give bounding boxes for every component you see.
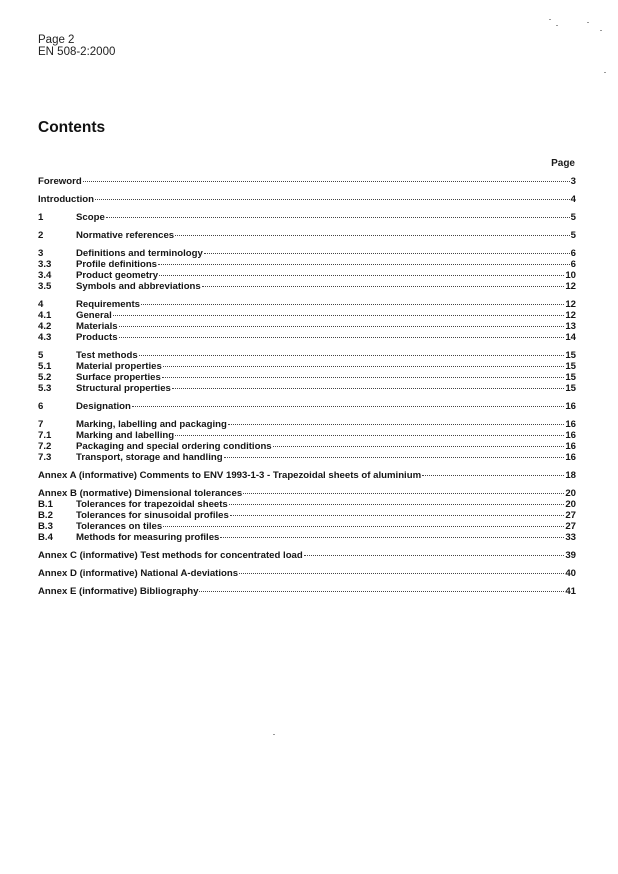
scan-speck: [556, 25, 558, 26]
toc-entry: [38, 321, 576, 332]
toc-entry-number: 4.3: [38, 332, 52, 343]
toc-entry-page: 15: [565, 383, 576, 394]
toc-dot-leader: [175, 434, 564, 436]
toc-entry-title: Packaging and special ordering conditions: [76, 441, 272, 452]
toc-dot-leader: [175, 234, 570, 236]
toc-entry-title: Requirements: [76, 299, 140, 310]
toc-entry-title: Annex E (informative) Bibliography: [38, 586, 199, 597]
toc-entry: [38, 510, 576, 521]
scan-speck: [587, 22, 589, 23]
toc-entry: [38, 401, 576, 412]
toc-dot-leader: [304, 554, 565, 556]
toc-entry: [38, 532, 576, 543]
toc-entry-number: 5.2: [38, 372, 52, 383]
toc-entry-title: Tolerances on tiles: [76, 521, 163, 532]
toc-entry: [38, 452, 576, 463]
toc-entry-title: Introduction: [38, 194, 94, 205]
toc-entry: [38, 470, 576, 481]
toc-dot-leader: [199, 590, 564, 592]
toc-entry-page: 27: [565, 510, 576, 521]
toc-entry-page: 4: [570, 194, 576, 205]
toc-entry: [38, 270, 576, 281]
toc-entry-page: 12: [565, 281, 576, 292]
toc-entry-number: 1: [38, 212, 44, 223]
toc-dot-leader: [228, 423, 564, 425]
toc-entry-number: 5.3: [38, 383, 52, 394]
toc-dot-leader: [220, 536, 564, 538]
toc-entry: [38, 568, 576, 579]
scan-speck: [549, 19, 551, 20]
toc-entry-number: 7.2: [38, 441, 52, 452]
toc-dot-leader: [162, 376, 565, 378]
toc-entry-title: Marking and labelling: [76, 430, 175, 441]
toc-entry-title: Marking, labelling and packaging: [76, 419, 227, 430]
toc-entry-page: 39: [565, 550, 576, 561]
page-number: Page 2: [38, 34, 75, 46]
toc-entry: [38, 176, 576, 187]
toc-entry-title: General: [76, 310, 112, 321]
toc-entry-title: Tolerances for trapezoidal sheets: [76, 499, 228, 510]
toc-entry-page: 15: [565, 350, 576, 361]
toc-entry: [38, 372, 576, 383]
toc-entry-title: Tolerances for sinusoidal profiles: [76, 510, 229, 521]
toc-entry-page: 14: [565, 332, 576, 343]
toc-entry-title: Designation: [76, 401, 131, 412]
toc-dot-leader: [83, 180, 570, 182]
toc-entry: [38, 383, 576, 394]
toc-entry: [38, 430, 576, 441]
toc-entry: [38, 230, 576, 241]
page-column-label: Page: [551, 158, 575, 169]
toc-entry-number: 3.3: [38, 259, 52, 270]
toc-entry-number: 7.3: [38, 452, 52, 463]
toc-entry-title: Definitions and terminology: [76, 248, 203, 259]
toc-dot-leader: [132, 405, 564, 407]
toc-entry-title: Symbols and abbreviations: [76, 281, 201, 292]
toc-entry-page: 15: [565, 372, 576, 383]
toc-entry-page: 6: [570, 259, 576, 270]
toc-entry-page: 16: [565, 430, 576, 441]
toc-dot-leader: [243, 492, 564, 494]
toc-entry-title: Structural properties: [76, 383, 171, 394]
toc-dot-leader: [159, 274, 564, 276]
toc-entry-page: 15: [565, 361, 576, 372]
standard-id: EN 508-2:2000: [38, 46, 116, 58]
toc-dot-leader: [204, 252, 570, 254]
toc-entry-title: Product geometry: [76, 270, 159, 281]
toc-entry: [38, 350, 576, 361]
toc-entry-number: 5: [38, 350, 44, 361]
toc-dot-leader: [119, 325, 565, 327]
toc-entry-number: 4.2: [38, 321, 52, 332]
toc-entry-page: 12: [565, 310, 576, 321]
toc-entry-number: 7: [38, 419, 44, 430]
toc-entry-page: 40: [565, 568, 576, 579]
scan-speck: [600, 30, 602, 31]
toc-entry-page: 16: [565, 441, 576, 452]
toc-entry-page: 5: [570, 212, 576, 223]
toc-entry: [38, 441, 576, 452]
toc-entry-title: Material properties: [76, 361, 162, 372]
toc-dot-leader: [163, 365, 564, 367]
toc-dot-leader: [106, 216, 570, 218]
toc-entry-title: Foreword: [38, 176, 82, 187]
toc-entry: [38, 419, 576, 430]
toc-entry-number: B.4: [38, 532, 53, 543]
toc-entry: [38, 550, 576, 561]
toc-entry: [38, 332, 576, 343]
toc-entry-page: 20: [565, 488, 576, 499]
toc-entry-page: 27: [565, 521, 576, 532]
toc-dot-leader: [273, 445, 565, 447]
toc-entry-number: 7.1: [38, 430, 52, 441]
toc-dot-leader: [95, 198, 570, 200]
toc-entry-number: B.2: [38, 510, 53, 521]
toc-entry-title: Annex B (normative) Dimensional tolerances: [38, 488, 243, 499]
contents-title: Contents: [38, 119, 106, 136]
toc-dot-leader: [239, 572, 564, 574]
toc-entry-title: Transport, storage and handling: [76, 452, 223, 463]
toc-entry-page: 33: [565, 532, 576, 543]
toc-entry: [38, 194, 576, 205]
toc-entry: [38, 499, 576, 510]
toc-entry-number: 4: [38, 299, 44, 310]
toc-dot-leader: [158, 263, 570, 265]
toc-dot-leader: [139, 354, 565, 356]
scan-speck: [604, 72, 606, 73]
page-header: [38, 34, 115, 58]
toc-entry-number: 5.1: [38, 361, 52, 372]
toc-entry-number: 3: [38, 248, 44, 259]
toc-entry-number: 3.5: [38, 281, 52, 292]
toc-entry-title: Profile definitions: [76, 259, 158, 270]
toc-dot-leader: [172, 387, 564, 389]
toc-entry-page: 6: [570, 248, 576, 259]
toc-entry-number: 4.1: [38, 310, 52, 321]
toc-entry-page: 13: [565, 321, 576, 332]
toc-entry: [38, 521, 576, 532]
toc-entry-page: 16: [565, 419, 576, 430]
toc-entry-title: Scope: [76, 212, 105, 223]
toc-entry-number: 3.4: [38, 270, 52, 281]
toc-entry-number: B.3: [38, 521, 53, 532]
toc-entry-number: 2: [38, 230, 44, 241]
toc-dot-leader: [422, 474, 564, 476]
toc-entry-title: Normative references: [76, 230, 175, 241]
toc-entry: [38, 361, 576, 372]
toc-entry-page: 10: [565, 270, 576, 281]
toc-entry-title: Products: [76, 332, 118, 343]
toc-entry-number: 6: [38, 401, 44, 412]
toc-entry-title: Surface properties: [76, 372, 161, 383]
toc-entry-page: 5: [570, 230, 576, 241]
toc-entry: [38, 310, 576, 321]
toc-entry-page: 20: [565, 499, 576, 510]
toc-entry-page: 16: [565, 401, 576, 412]
toc-entry: [38, 299, 576, 310]
toc-entry-page: 3: [570, 176, 576, 187]
toc-entry-title: Annex D (informative) National A-deviations: [38, 568, 239, 579]
toc-entry-number: B.1: [38, 499, 53, 510]
toc-entry-title: Methods for measuring profiles: [76, 532, 220, 543]
toc-dot-leader: [163, 525, 564, 527]
toc-entry-page: 18: [565, 470, 576, 481]
scan-speck: [273, 734, 275, 735]
toc-entry: [38, 586, 576, 597]
toc-entry: [38, 259, 576, 270]
toc-entry: [38, 281, 576, 292]
toc-entry-title: Test methods: [76, 350, 138, 361]
toc-dot-leader: [202, 285, 565, 287]
toc-entry-title: Annex A (informative) Comments to ENV 1993-1-3 - Trapezoidal sheets of aluminium: [38, 470, 422, 481]
toc-entry: [38, 488, 576, 499]
toc-entry-title: Materials: [76, 321, 118, 332]
toc-entry: [38, 248, 576, 259]
toc-entry-page: 12: [565, 299, 576, 310]
toc-dot-leader: [230, 514, 565, 516]
toc-dot-leader: [113, 314, 565, 316]
toc-entry-page: 41: [565, 586, 576, 597]
toc-entry-page: 16: [565, 452, 576, 463]
toc-entry-title: Annex C (informative) Test methods for concentrated load: [38, 550, 303, 561]
table-of-contents: [38, 176, 576, 597]
toc-dot-leader: [141, 303, 564, 305]
toc-dot-leader: [224, 456, 565, 458]
toc-dot-leader: [229, 503, 565, 505]
toc-dot-leader: [119, 336, 565, 338]
toc-entry: [38, 212, 576, 223]
